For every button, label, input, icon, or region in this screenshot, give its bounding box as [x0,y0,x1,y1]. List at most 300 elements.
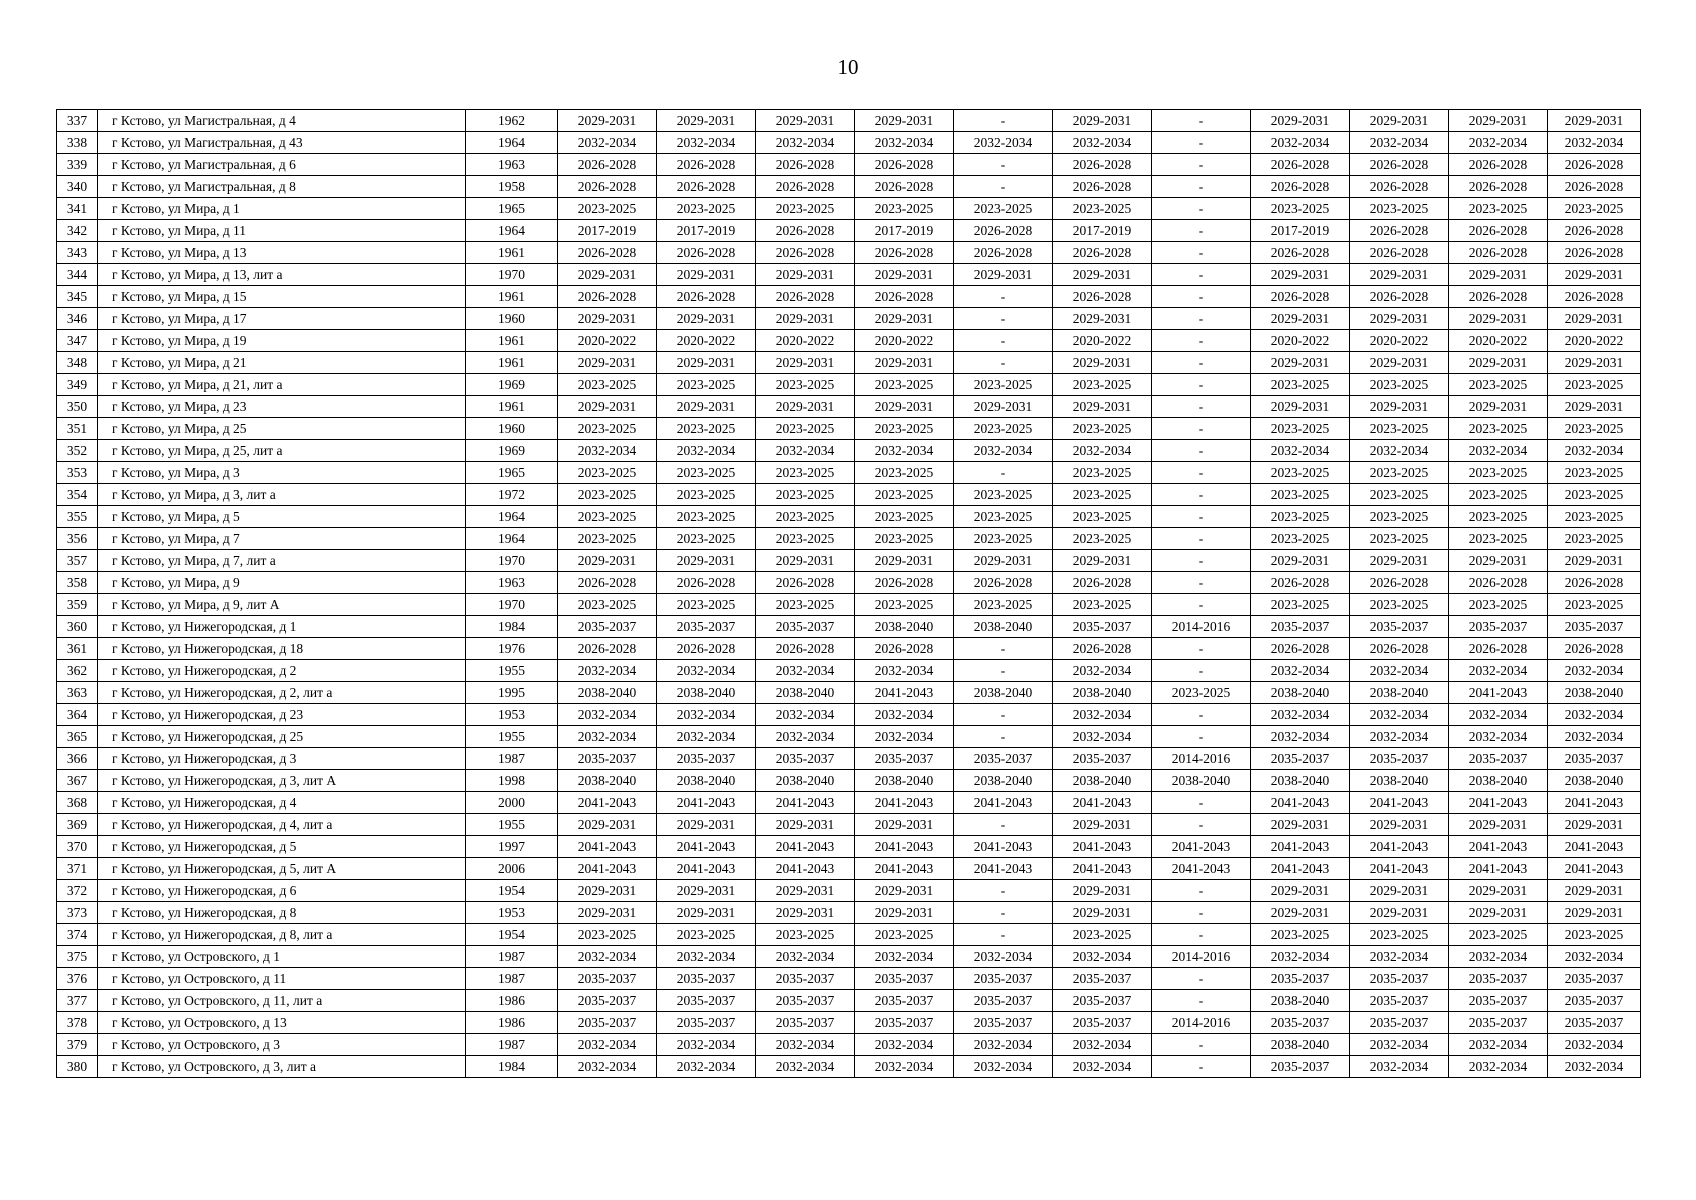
cell-period-8: 2035-2037 [1251,748,1350,770]
cell-period-11: 2032-2034 [1548,1034,1641,1056]
cell-period-8: 2029-2031 [1251,110,1350,132]
cell-row-number: 379 [57,1034,98,1056]
cell-year-built: 1961 [466,242,558,264]
table-row [57,528,1641,550]
cell-period-5: 2035-2037 [954,748,1053,770]
cell-period-5: 2029-2031 [954,264,1053,286]
cell-period-6: 2035-2037 [1053,968,1152,990]
cell-address: г Кстово, ул Мира, д 3 [98,462,466,484]
cell-period-8: 2032-2034 [1251,440,1350,462]
cell-period-10: 2023-2025 [1449,506,1548,528]
cell-period-2: 2035-2037 [657,1012,756,1034]
cell-address: г Кстово, ул Нижегородская, д 4, лит а [98,814,466,836]
cell-period-1: 2035-2037 [558,990,657,1012]
cell-year-built: 1964 [466,132,558,154]
cell-period-4: 2026-2028 [855,154,954,176]
cell-period-8: 2023-2025 [1251,462,1350,484]
cell-row-number: 372 [57,880,98,902]
cell-period-4: 2038-2040 [855,616,954,638]
cell-address: г Кстово, ул Мира, д 7 [98,528,466,550]
cell-period-11: 2023-2025 [1548,484,1641,506]
cell-period-8: 2023-2025 [1251,528,1350,550]
cell-row-number: 355 [57,506,98,528]
cell-period-5: 2038-2040 [954,682,1053,704]
cell-period-11: 2023-2025 [1548,506,1641,528]
cell-period-1: 2038-2040 [558,770,657,792]
cell-address: г Кстово, ул Магистральная, д 6 [98,154,466,176]
cell-period-8: 2029-2031 [1251,880,1350,902]
table-row [57,990,1641,1012]
cell-period-5: - [954,660,1053,682]
cell-period-6: 2023-2025 [1053,924,1152,946]
cell-period-10: 2026-2028 [1449,286,1548,308]
cell-period-9: 2041-2043 [1350,858,1449,880]
cell-year-built: 1961 [466,352,558,374]
cell-period-9: 2035-2037 [1350,748,1449,770]
cell-year-built: 1972 [466,484,558,506]
cell-period-6: 2029-2031 [1053,352,1152,374]
cell-year-built: 1954 [466,880,558,902]
cell-period-2: 2029-2031 [657,396,756,418]
cell-period-6: 2023-2025 [1053,418,1152,440]
cell-period-11: 2020-2022 [1548,330,1641,352]
cell-year-built: 1964 [466,506,558,528]
cell-period-5: 2038-2040 [954,616,1053,638]
cell-period-1: 2026-2028 [558,286,657,308]
cell-period-1: 2026-2028 [558,638,657,660]
cell-period-11: 2029-2031 [1548,814,1641,836]
cell-year-built: 1970 [466,550,558,572]
cell-address: г Кстово, ул Нижегородская, д 18 [98,638,466,660]
table-row [57,418,1641,440]
cell-period-5: 2023-2025 [954,418,1053,440]
cell-period-3: 2026-2028 [756,286,855,308]
cell-period-4: 2032-2034 [855,1034,954,1056]
cell-period-9: 2023-2025 [1350,924,1449,946]
cell-period-2: 2041-2043 [657,836,756,858]
cell-period-6: 2026-2028 [1053,242,1152,264]
cell-period-2: 2032-2034 [657,704,756,726]
cell-period-2: 2029-2031 [657,352,756,374]
table-row [57,352,1641,374]
cell-row-number: 380 [57,1056,98,1078]
cell-address: г Кстово, ул Островского, д 11, лит а [98,990,466,1012]
table-row [57,924,1641,946]
cell-row-number: 357 [57,550,98,572]
cell-period-7: - [1152,814,1251,836]
cell-period-2: 2023-2025 [657,528,756,550]
cell-period-7: - [1152,638,1251,660]
cell-period-9: 2038-2040 [1350,682,1449,704]
cell-period-7: 2014-2016 [1152,748,1251,770]
cell-period-4: 2032-2034 [855,440,954,462]
cell-period-3: 2041-2043 [756,858,855,880]
cell-period-6: 2032-2034 [1053,132,1152,154]
cell-row-number: 370 [57,836,98,858]
cell-period-6: 2041-2043 [1053,858,1152,880]
table-row [57,792,1641,814]
cell-period-3: 2029-2031 [756,550,855,572]
cell-address: г Кстово, ул Мира, д 9, лит А [98,594,466,616]
cell-period-5: 2032-2034 [954,946,1053,968]
cell-period-9: 2020-2022 [1350,330,1449,352]
cell-period-6: 2032-2034 [1053,660,1152,682]
cell-address: г Кстово, ул Нижегородская, д 2 [98,660,466,682]
cell-address: г Кстово, ул Мира, д 13 [98,242,466,264]
cell-period-2: 2032-2034 [657,440,756,462]
cell-period-1: 2035-2037 [558,1012,657,1034]
cell-period-1: 2032-2034 [558,660,657,682]
cell-period-7: - [1152,1034,1251,1056]
cell-period-6: 2035-2037 [1053,990,1152,1012]
cell-row-number: 353 [57,462,98,484]
cell-period-10: 2032-2034 [1449,660,1548,682]
cell-period-7: - [1152,330,1251,352]
cell-period-4: 2020-2022 [855,330,954,352]
table-row [57,594,1641,616]
cell-period-11: 2041-2043 [1548,792,1641,814]
cell-year-built: 1961 [466,286,558,308]
cell-period-2: 2035-2037 [657,616,756,638]
cell-period-2: 2023-2025 [657,924,756,946]
table-row [57,902,1641,924]
cell-year-built: 1976 [466,638,558,660]
cell-period-9: 2032-2034 [1350,1056,1449,1078]
cell-period-9: 2023-2025 [1350,484,1449,506]
cell-period-4: 2023-2025 [855,418,954,440]
cell-period-6: 2038-2040 [1053,682,1152,704]
cell-period-4: 2035-2037 [855,968,954,990]
cell-year-built: 1954 [466,924,558,946]
cell-period-5: - [954,330,1053,352]
cell-period-9: 2026-2028 [1350,176,1449,198]
cell-period-6: 2026-2028 [1053,286,1152,308]
cell-period-8: 2038-2040 [1251,1034,1350,1056]
cell-row-number: 365 [57,726,98,748]
cell-period-11: 2026-2028 [1548,176,1641,198]
cell-period-3: 2032-2034 [756,704,855,726]
cell-period-3: 2038-2040 [756,682,855,704]
page-number: 10 [837,55,859,79]
cell-period-3: 2032-2034 [756,660,855,682]
cell-period-10: 2035-2037 [1449,748,1548,770]
cell-period-4: 2032-2034 [855,660,954,682]
table-row [57,1056,1641,1078]
cell-row-number: 373 [57,902,98,924]
cell-address: г Кстово, ул Мира, д 15 [98,286,466,308]
cell-period-11: 2032-2034 [1548,1056,1641,1078]
cell-period-8: 2029-2031 [1251,352,1350,374]
cell-period-5: - [954,880,1053,902]
cell-period-1: 2023-2025 [558,418,657,440]
cell-period-5: - [954,154,1053,176]
cell-period-3: 2029-2031 [756,902,855,924]
cell-period-8: 2032-2034 [1251,946,1350,968]
cell-period-10: 2023-2025 [1449,528,1548,550]
cell-period-3: 2035-2037 [756,748,855,770]
cell-period-4: 2023-2025 [855,462,954,484]
table-row [57,880,1641,902]
cell-period-10: 2023-2025 [1449,924,1548,946]
cell-period-8: 2023-2025 [1251,484,1350,506]
cell-period-1: 2023-2025 [558,506,657,528]
cell-period-5: 2023-2025 [954,374,1053,396]
cell-period-2: 2023-2025 [657,594,756,616]
table-row [57,308,1641,330]
cell-address: г Кстово, ул Мира, д 21, лит а [98,374,466,396]
cell-period-4: 2041-2043 [855,792,954,814]
cell-period-9: 2029-2031 [1350,396,1449,418]
cell-period-5: - [954,726,1053,748]
cell-period-2: 2041-2043 [657,792,756,814]
cell-address: г Кстово, ул Мира, д 1 [98,198,466,220]
cell-period-10: 2032-2034 [1449,704,1548,726]
cell-period-3: 2032-2034 [756,440,855,462]
cell-period-9: 2038-2040 [1350,770,1449,792]
cell-row-number: 351 [57,418,98,440]
cell-year-built: 1960 [466,308,558,330]
cell-period-10: 2023-2025 [1449,418,1548,440]
cell-period-8: 2026-2028 [1251,154,1350,176]
cell-period-8: 2023-2025 [1251,506,1350,528]
cell-period-3: 2023-2025 [756,528,855,550]
cell-period-5: 2023-2025 [954,198,1053,220]
table-row [57,946,1641,968]
cell-period-3: 2026-2028 [756,572,855,594]
cell-period-10: 2026-2028 [1449,242,1548,264]
cell-row-number: 346 [57,308,98,330]
cell-year-built: 1955 [466,814,558,836]
cell-period-11: 2038-2040 [1548,770,1641,792]
cell-period-3: 2041-2043 [756,792,855,814]
cell-period-1: 2023-2025 [558,594,657,616]
cell-period-7: - [1152,792,1251,814]
cell-row-number: 361 [57,638,98,660]
cell-period-8: 2035-2037 [1251,1012,1350,1034]
cell-period-9: 2032-2034 [1350,726,1449,748]
cell-period-9: 2032-2034 [1350,946,1449,968]
cell-row-number: 345 [57,286,98,308]
cell-period-5: 2035-2037 [954,1012,1053,1034]
cell-year-built: 1963 [466,154,558,176]
cell-period-10: 2029-2031 [1449,550,1548,572]
cell-period-7: - [1152,902,1251,924]
table-row [57,638,1641,660]
cell-period-4: 2026-2028 [855,286,954,308]
cell-row-number: 375 [57,946,98,968]
cell-period-2: 2032-2034 [657,946,756,968]
cell-period-9: 2023-2025 [1350,528,1449,550]
cell-year-built: 1969 [466,440,558,462]
cell-period-2: 2032-2034 [657,1056,756,1078]
cell-period-4: 2041-2043 [855,836,954,858]
cell-address: г Кстово, ул Мира, д 17 [98,308,466,330]
cell-period-7: - [1152,726,1251,748]
cell-period-4: 2026-2028 [855,242,954,264]
cell-period-11: 2023-2025 [1548,462,1641,484]
cell-period-8: 2023-2025 [1251,594,1350,616]
cell-row-number: 350 [57,396,98,418]
cell-period-7: - [1152,660,1251,682]
cell-period-7: - [1152,308,1251,330]
cell-period-1: 2035-2037 [558,968,657,990]
cell-period-1: 2023-2025 [558,484,657,506]
cell-period-6: 2041-2043 [1053,792,1152,814]
cell-period-2: 2023-2025 [657,374,756,396]
cell-period-8: 2029-2031 [1251,550,1350,572]
cell-period-4: 2029-2031 [855,550,954,572]
cell-period-1: 2032-2034 [558,440,657,462]
cell-period-2: 2023-2025 [657,484,756,506]
cell-period-11: 2032-2034 [1548,946,1641,968]
cell-period-4: 2023-2025 [855,506,954,528]
cell-period-9: 2029-2031 [1350,550,1449,572]
cell-period-7: - [1152,924,1251,946]
cell-period-6: 2035-2037 [1053,1012,1152,1034]
cell-period-1: 2029-2031 [558,902,657,924]
cell-period-1: 2035-2037 [558,616,657,638]
cell-period-7: - [1152,1056,1251,1078]
cell-address: г Кстово, ул Островского, д 3 [98,1034,466,1056]
cell-address: г Кстово, ул Мира, д 3, лит а [98,484,466,506]
cell-address: г Кстово, ул Мира, д 5 [98,506,466,528]
cell-period-9: 2029-2031 [1350,308,1449,330]
cell-row-number: 367 [57,770,98,792]
table-row [57,1034,1641,1056]
cell-period-9: 2023-2025 [1350,374,1449,396]
cell-year-built: 1958 [466,176,558,198]
table-row [57,440,1641,462]
cell-period-5: - [954,352,1053,374]
cell-year-built: 1987 [466,946,558,968]
cell-address: г Кстово, ул Островского, д 1 [98,946,466,968]
cell-period-7: - [1152,352,1251,374]
cell-period-4: 2032-2034 [855,1056,954,1078]
cell-period-2: 2038-2040 [657,682,756,704]
cell-row-number: 368 [57,792,98,814]
cell-period-2: 2029-2031 [657,902,756,924]
cell-period-9: 2035-2037 [1350,990,1449,1012]
cell-period-9: 2041-2043 [1350,836,1449,858]
cell-address: г Кстово, ул Магистральная, д 43 [98,132,466,154]
cell-period-8: 2029-2031 [1251,396,1350,418]
cell-period-10: 2026-2028 [1449,154,1548,176]
cell-row-number: 371 [57,858,98,880]
cell-period-2: 2029-2031 [657,110,756,132]
cell-address: г Кстово, ул Нижегородская, д 5, лит А [98,858,466,880]
cell-period-11: 2029-2031 [1548,110,1641,132]
cell-period-5: 2023-2025 [954,528,1053,550]
cell-period-4: 2023-2025 [855,484,954,506]
cell-row-number: 378 [57,1012,98,1034]
cell-period-3: 2041-2043 [756,836,855,858]
cell-period-1: 2029-2031 [558,110,657,132]
cell-period-10: 2035-2037 [1449,990,1548,1012]
cell-period-3: 2029-2031 [756,264,855,286]
cell-period-4: 2032-2034 [855,704,954,726]
cell-period-7: - [1152,110,1251,132]
cell-period-6: 2041-2043 [1053,836,1152,858]
cell-period-2: 2038-2040 [657,770,756,792]
cell-address: г Кстово, ул Нижегородская, д 3, лит А [98,770,466,792]
cell-period-8: 2026-2028 [1251,286,1350,308]
cell-period-8: 2038-2040 [1251,682,1350,704]
cell-period-10: 2029-2031 [1449,110,1548,132]
cell-period-2: 2026-2028 [657,154,756,176]
cell-period-11: 2032-2034 [1548,660,1641,682]
cell-address: г Кстово, ул Мира, д 25 [98,418,466,440]
cell-period-6: 2017-2019 [1053,220,1152,242]
cell-period-4: 2029-2031 [855,308,954,330]
cell-period-7: - [1152,572,1251,594]
cell-row-number: 337 [57,110,98,132]
cell-period-7: - [1152,396,1251,418]
cell-period-10: 2026-2028 [1449,220,1548,242]
cell-period-7: - [1152,242,1251,264]
cell-period-11: 2032-2034 [1548,726,1641,748]
cell-period-10: 2035-2037 [1449,616,1548,638]
cell-period-7: - [1152,484,1251,506]
cell-period-4: 2023-2025 [855,528,954,550]
cell-period-10: 2023-2025 [1449,594,1548,616]
repair-schedule-table [56,109,1641,1078]
table-row [57,374,1641,396]
cell-period-4: 2023-2025 [855,374,954,396]
cell-period-1: 2041-2043 [558,858,657,880]
cell-period-5: 2041-2043 [954,792,1053,814]
cell-period-10: 2023-2025 [1449,462,1548,484]
table-row [57,220,1641,242]
cell-address: г Кстово, ул Нижегородская, д 4 [98,792,466,814]
cell-period-7: - [1152,594,1251,616]
cell-period-10: 2035-2037 [1449,1012,1548,1034]
cell-period-5: - [954,176,1053,198]
cell-period-3: 2035-2037 [756,990,855,1012]
cell-year-built: 1955 [466,726,558,748]
cell-period-1: 2038-2040 [558,682,657,704]
cell-period-5: - [954,286,1053,308]
cell-period-11: 2032-2034 [1548,440,1641,462]
cell-period-6: 2029-2031 [1053,396,1152,418]
cell-period-2: 2035-2037 [657,990,756,1012]
cell-period-5: 2029-2031 [954,550,1053,572]
cell-year-built: 1961 [466,396,558,418]
cell-period-1: 2032-2034 [558,704,657,726]
cell-year-built: 2006 [466,858,558,880]
cell-period-6: 2032-2034 [1053,704,1152,726]
cell-address: г Кстово, ул Мира, д 21 [98,352,466,374]
cell-address: г Кстово, ул Нижегородская, д 25 [98,726,466,748]
cell-period-5: - [954,924,1053,946]
cell-period-10: 2041-2043 [1449,836,1548,858]
cell-period-6: 2026-2028 [1053,572,1152,594]
cell-period-10: 2032-2034 [1449,132,1548,154]
cell-period-7: - [1152,440,1251,462]
cell-row-number: 341 [57,198,98,220]
cell-period-2: 2026-2028 [657,286,756,308]
cell-period-11: 2029-2031 [1548,550,1641,572]
cell-period-3: 2023-2025 [756,594,855,616]
cell-period-4: 2029-2031 [855,110,954,132]
table-row [57,198,1641,220]
cell-period-9: 2032-2034 [1350,440,1449,462]
cell-period-4: 2026-2028 [855,638,954,660]
cell-period-3: 2035-2037 [756,616,855,638]
cell-period-6: 2035-2037 [1053,616,1152,638]
cell-period-3: 2026-2028 [756,220,855,242]
cell-period-11: 2026-2028 [1548,638,1641,660]
cell-period-4: 2035-2037 [855,748,954,770]
